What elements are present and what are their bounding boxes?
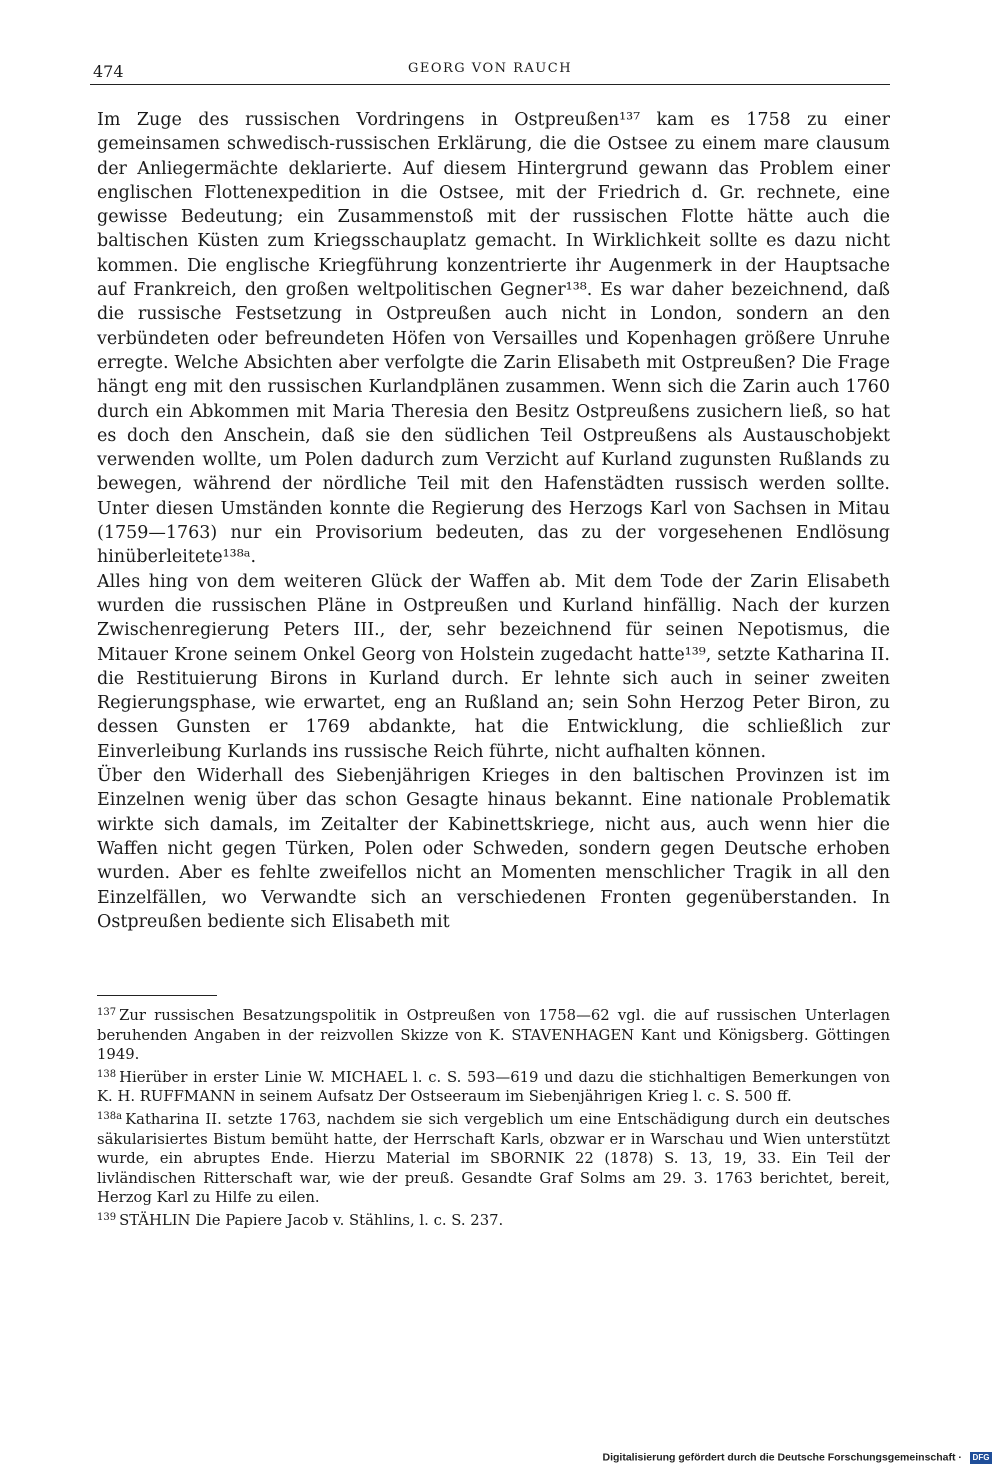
footnote-mark: 138	[97, 1068, 117, 1080]
paragraph: Über den Widerhall des Siebenjährigen Krieges in den baltischen Provinzen ist im Einzelnen wenig über das schon Gesagte hinaus bekannt. Eine nationale Problematik wirkte sich damals, im Zeitalter der Kabinettskriege, nicht aus, auch wenn hier die Waffen nicht gegen Türken, Polen oder Schweden, sondern gegen Deutsche erhoben wurden. Aber es fehlte zweifellos nicht an Momenten menschlicher Tragik in all den Einzelfällen, wo Verwandte sich an verschiedenen Fronten gegenüberstanden. In Ostpreußen bediente sich Elisabeth mit	[97, 766, 890, 932]
footnotes	[97, 1003, 890, 1231]
body-text	[97, 108, 890, 934]
footnote-mark: 137	[97, 1007, 117, 1018]
digitization-footer	[603, 1447, 992, 1465]
footnote	[97, 1107, 890, 1208]
paragraph: Alles hing von dem weiteren Glück der Waffen ab. Mit dem Tode der Zarin Elisabeth wurden die russischen Pläne in Ostpreußen und Kurland hinfällig. Nach der kurzen Zwischenregierung Peters III., der, sehr bezeichnend für seinen Nepotismus, die Mitauer Krone seinem Onkel Georg von Holstein zugedacht hatte¹³⁹, setzte Katharina II. die Restituierung Birons in Kurland durch. Er lehnte sich auch in seiner zweiten Regierungsphase, wie erwartet, eng an Rußland an; sein Sohn Herzog Peter Biron, zu dessen Gunsten er 1769 abdankte, hat die Entwicklung, die schließlich zur Einverleibung Kurlands ins russische Reich führte, nicht aufhalten können.	[97, 571, 890, 762]
footnote-text: STÄHLIN Die Papiere Jacob v. Stählins, l. c. S. 237.	[119, 1211, 504, 1229]
footnote-text: Katharina II. setzte 1763, nachdem sie sich vergeblich um eine Entschädigung durch ein deutsches säkularisiertes Bistum bemüht hatte, der Herrschaft Karls, obzwar er in Warschau und Wien unterstützt wurde, ein abruptes Ende. Hierzu Material im SBORNIK 22 (1878) S. 13, 19, 33. Ein Teil der livländischen Ritterschaft war, wie der preuß. Gesandte Graf Solms am 29. 3. 1763 berichtet, bereit, Herzog Karl zu Hilfe zu eilen.	[97, 1110, 890, 1207]
footnote	[97, 1208, 890, 1231]
page-header	[90, 52, 890, 86]
footnote-text: Zur russischen Besatzungspolitik in Ostpreußen von 1758—62 vgl. die auf russischen Unterlagen beruhenden Angaben in der reizvollen Skizze von K. STAVENHAGEN Kant und Königsberg. Göttingen 1949.	[97, 1007, 890, 1064]
footnote-mark: 139	[97, 1211, 117, 1223]
footnote-text: Hierüber in erster Linie W. MICHAEL l. c. S. 593—619 und dazu die stichhaltigen Bemerkungen von K. H. RUFFMANN in seinem Aufsatz Der Ostseeraum im Siebenjährigen Krieg l. c. S. 500 ff.	[97, 1068, 890, 1106]
running-head: GEORG VON RAUCH	[407, 61, 573, 76]
footnote	[97, 1003, 890, 1065]
header-rule	[90, 84, 890, 85]
footnote-mark: 138a	[97, 1110, 123, 1122]
digitization-credit: Digitalisierung gefördert durch die Deutsche Forschungsgemeinschaft ·	[602, 1451, 962, 1464]
dfg-logo-icon: DFG	[970, 1452, 992, 1464]
page-number: 474	[93, 62, 124, 81]
footnote	[97, 1065, 890, 1107]
footnote-rule	[97, 995, 217, 996]
paragraph: Im Zuge des russischen Vordringens in Ostpreußen¹³⁷ kam es 1758 zu einer gemeinsamen schwedisch-russischen Erklärung, die die Ostsee zu einem mare clausum der Anliegermächte deklarierte. Auf diesem Hintergrund gewann das Problem einer englischen Flottenexpedition in die Ostsee, mit der Friedrich d. Gr. rechnete, eine gewisse Bedeutung; ein Zusammenstoß mit der russischen Flotte hätte auch die baltischen Küsten zum Kriegsschauplatz gemacht. In Wirklichkeit sollte es dazu nicht kommen. Die englische Kriegführung konzentrierte ihr Augenmerk in der Hauptsache auf Frankreich, den großen weltpolitischen Gegner¹³⁸. Es war daher bezeichnend, daß die russische Festsetzung in Ostpreußen auch nicht in London, sondern an den verbündeten oder befreundeten Höfen von Versailles und Kopenhagen größere Unruhe erregte. Welche Absichten aber verfolgte die Zarin Elisabeth mit Ostpreußen? Die Frage hängt eng mit den russischen Kurlandplänen zusammen. Wenn sich die Zarin auch 1760 durch ein Abkommen mit Maria Theresia den Besitz Ostpreußens zusichern ließ, so hat es doch den Anschein, daß sie den südlichen Teil Ostpreußens als Austauschobjekt verwenden wollte, um Polen dadurch zum Verzicht auf Kurland zugunsten Rußlands zu bewegen, während der nördliche Teil mit den Hafenstädten russisch werden sollte. Unter diesen Umständen konnte die Regierung des Herzogs Karl von Sachsen in Mitau (1759—1763) nur ein Provisorium bedeuten, das zu der vorgesehenen Endlösung hinüberleitete¹³⁸ᵃ.	[97, 110, 890, 568]
